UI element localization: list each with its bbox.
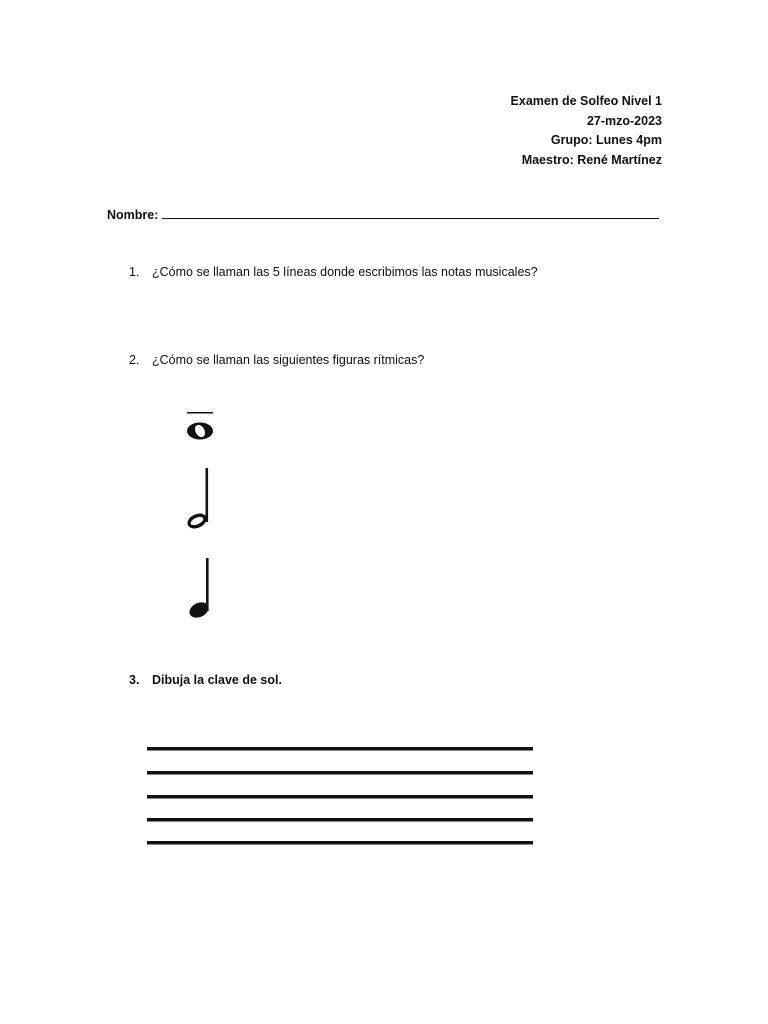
question-2 [129,353,424,367]
question-text: Dibuja la clave de sol. [152,673,282,687]
rhythm-figures [170,408,230,628]
whole-note-icon [187,412,213,440]
half-note-icon [185,468,209,531]
question-text: ¿Cómo se llaman las 5 líneas donde escribimos las notas musicales? [152,265,538,279]
staff-line-2 [147,771,533,775]
staff-line-5 [147,841,533,845]
name-field [107,206,659,224]
exam-group: Grupo: Lunes 4pm [550,133,662,147]
music-staff[interactable] [147,747,533,847]
exam-date: 27-mzo-2023 [586,113,662,128]
question-number: 1. [129,265,140,279]
question-number: 3. [129,673,140,687]
staff-line-4 [147,818,533,822]
staff-line-1 [147,747,533,751]
exam-title: Examen de Solfeo Nivel 1 [510,94,662,108]
staff-line-3 [147,795,533,799]
exam-header [511,92,662,170]
question-text: ¿Cómo se llaman las siguientes figuras rítmicas? [152,353,425,367]
quarter-note-icon [187,558,211,621]
question-3 [129,673,282,687]
name-label: Nombre: [107,208,159,222]
exam-teacher: Maestro: René Martínez [521,152,662,167]
question-number: 2. [129,353,140,367]
name-blank-line[interactable] [162,206,659,219]
question-1 [129,265,538,279]
